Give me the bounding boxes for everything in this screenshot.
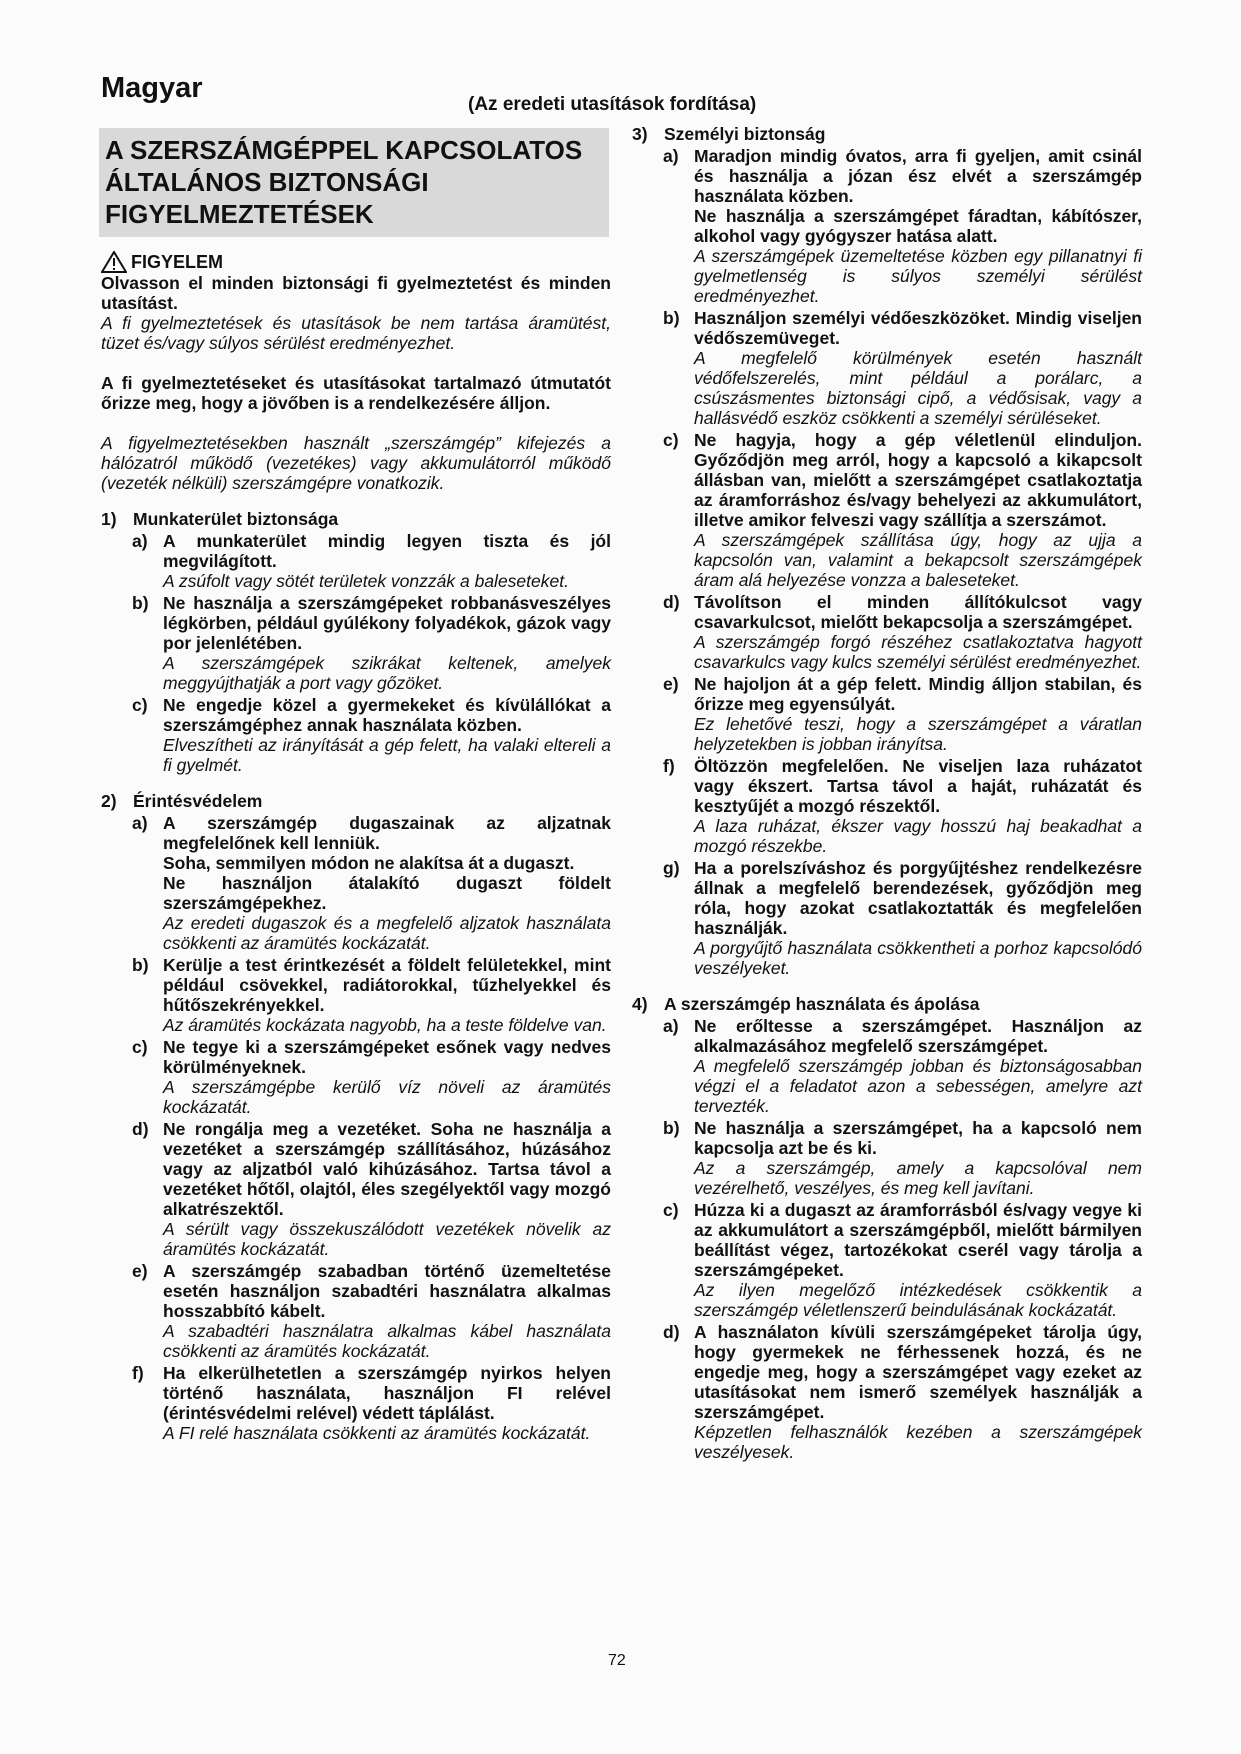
section-3-item-c: c) Ne hagyja, hogy a gép véletlenül elinduljon. Győződjön meg arról, hogy a kapcsoló a kikapcsolt állásban van, mielőtt a szerszámgépet csatlakoztatja az áramforráshoz és/vagy behelyezi az akkumulátort, illetve amikor felveszi vagy szállítja a szerszámot. A szerszámgépek szállítása úgy, hogy az ujja a kapcsolón van, valamint a bekapcsolt szerszámgépek áram alá helyezése vonzza a baleseteket. [663,430,1142,590]
section-3-item-e: e) Ne hajoljon át a gép felett. Mindig álljon stabilan, és őrizze meg egyensúlyát. Ez lehetővé teszi, hogy a szerszámgépet a váratlan helyzetekben is jobban irányítsa. [663,674,1142,754]
section-2-item-a: a) A szerszámgép dugaszainak az aljzatnak megfelelőnek kell lenniük. Soha, semmilyen módon ne alakítsa át a dugaszt. Ne használjon átalakító dugaszt földelt szerszámgépekhez. Az eredeti dugaszok és a megfelelő aljzatok használata csökkenti az áramütés kockázatát. [132,813,611,953]
section-2-item-c: c) Ne tegye ki a szerszámgépeket esőnek vagy nedves körülményeknek. A szerszámgépbe kerülő víz növeli az áramütés kockázatát. [132,1037,611,1117]
section-1-item-a: a) A munkaterület mindig legyen tiszta és jól megvilágított. A zsúfolt vagy sötét területek vonzzák a baleseteket. [132,531,611,591]
page-number: 72 [608,1652,626,1669]
right-column [632,124,1142,1462]
section-1-heading: 1) Munkaterület biztonsága [101,509,339,529]
warning-bold-text: Olvasson el minden biztonsági fi gyelmeztetést és minden utasítást. [101,273,611,313]
section-3-item-d: d) Távolítson el minden állítókulcsot vagy csavarkulcsot, mielőtt bekapcsolja a szerszámgépet. A szerszámgép forgó részéhez csatlakoztatva hagyott csavarkulcs vagy kulcs személyi sérülést eredményezhet. [663,592,1142,672]
section-2-item-f: f) Ha elkerülhetetlen a szerszámgép nyirkos helyen történő használata, használjon FI relével (érintésvédelmi relével) védett táplálást. A FI relé használata csökkenti az áramütés kockázatát. [132,1363,611,1443]
warning-label: FIGYELEM [131,252,224,272]
section-3-item-f: f) Öltözzön megfelelően. Ne viseljen laza ruházatot vagy ékszert. Tartsa távol a haját, ruházatát és kesztyűjét a mozgó részektől. A laza ruházat, ékszer vagy hosszú haj beakadhat a mozgó részekbe. [663,756,1142,856]
section-2-item-b: b) Kerülje a test érintkezését a földelt felületekkel, mint például csövekkel, radiátorokkal, tűzhelyekkel és hűtőszekrényekkel. Az áramütés kockázata nagyobb, ha a teste földelve van. [132,955,611,1035]
section-3-item-g: g) Ha a porelszíváshoz és porgyűjtéshez rendelkezésre állnak a megfelelő berendezések, győződjön meg róla, hogy azokat csatlakoztatták és megfelelően használják. A porgyűjtő használata csökkentheti a porhoz kapcsolódó veszélyeket. [663,858,1142,978]
section-1-item-b: b) Ne használja a szerszámgépeket robbanásveszélyes légkörben, például gyúlékony folyadékok, gázok vagy por jelenlétében. A szerszámgépek szikrákat keltenek, amelyek meggyújthatják a port vagy gőzöket. [132,593,611,693]
warning-italic-text: A fi gyelmeztetések és utasítások be nem tartása áramütést, tüzet és/vagy súlyos sérülést eredményezhet. [101,313,611,353]
section-4-item-c: c) Húzza ki a dugaszt az áramforrásból és/vagy vegye ki az akkumulátort a szerszámgépből, mielőtt bármilyen beállítást végez, tartozékokat cserél vagy tárolja a szerszámgépeket. Az ilyen megelőző intézkedések csökkentik a szerszámgép véletlenszerű beindulásának kockázatát. [663,1200,1142,1320]
language-heading: Magyar [101,72,203,104]
section-2-item-d: d) Ne rongálja meg a vezetéket. Soha ne használja a vezetéket a szerszámgép szállításához, húzásához vagy az aljzatból való kihúzásához. Tartsa távol a vezetéket hőtől, olajtól, éles szegélyektől vagy mozgó alkatrészektől. A sérült vagy összekuszálódott vezetékek növelik az áramütés kockázatát. [132,1119,611,1259]
keep-instructions-text: A fi gyelmeztetéseket és utasításokat tartalmazó útmutatót őrizze meg, hogy a jövőben is a rendelkezésére álljon. [101,373,611,413]
section-3-item-a: a) Maradjon mindig óvatos, arra fi gyeljen, amit csinál és használja a józan ész elvét a szerszámgép használata közben. Ne használja a szerszámgépet fáradtan, kábítószer, alkohol vagy gyógyszer hatása alatt. A szerszámgépek üzemeltetése közben egy pillanatnyi fi gyelmetlenség is súlyos személyi sérülést eredményezhet. [663,146,1142,306]
translation-note: (Az eredeti utasítások fordítása) [468,94,757,115]
section-4-item-a: a) Ne erőltesse a szerszámgépet. Használjon az alkalmazásához megfelelő szerszámgépet. A megfelelő szerszámgép jobban és biztonságosabban végzi el a feladatot azon a sebességen, amelyre azt tervezték. [663,1016,1142,1116]
section-4-heading: 4) A szerszámgép használata és ápolása [632,994,980,1014]
section-2-item-e: e) A szerszámgép szabadban történő üzemeltetése esetén használjon szabadtéri használatra alkalmas hosszabbító kábelt. A szabadtéri használatra alkalmas kábel használata csökkenti az áramütés kockázatát. [132,1261,611,1361]
section-3-heading: 3) Személyi biztonság [632,124,826,144]
term-definition-text: A figyelmeztetésekben használt „szerszámgép” kifejezés a hálózatról működő (vezetékes) vagy akkumulátorról működő (vezeték nélküli) szerszámgépre vonatkozik. [101,433,611,493]
section-3-item-b: b) Használjon személyi védőeszközöket. Mindig viseljen védőszemüveget. A megfelelő körülmények esetén használt védőfelszerelés, mint például a porálarc, a csúszásmentes biztonsági cipő, a védősisak, vagy a hallásvédő eszköz csökkenti a személyi sérüléseket. [663,308,1142,428]
left-column [101,128,611,1443]
warning-heading [101,251,611,273]
section-4-item-d: d) A használaton kívüli szerszámgépeket tárolja úgy, hogy gyermekek ne férhessenek hozzá, és ne engedje meg, hogy a szerszámgépet vagy ezeket az utasításokat nem ismerő személyek használják a szerszámgépet. Képzetlen felhasználók kezében a szerszámgépek veszélyesek. [663,1322,1142,1462]
section-2-heading: 2) Érintésvédelem [101,791,263,811]
section-4-item-b: b) Ne használja a szerszámgépet, ha a kapcsoló nem kapcsolja azt be és ki. Az a szerszámgép, amely a kapcsolóval nem vezérelhető, veszélyes, és meg kell javítani. [663,1118,1142,1198]
section-1-item-c: c) Ne engedje közel a gyermekeket és kívülállókat a szerszámgéphez annak használata közben. Elveszítheti az irányítását a gép felett, ha valaki eltereli a fi gyelmét. [132,695,611,775]
page-title: A SZERSZÁMGÉPPEL KAPCSOLATOS ÁLTALÁNOS BIZTONSÁGI FIGYELMEZTETÉSEK [99,128,609,237]
warning-triangle-icon [101,251,127,273]
